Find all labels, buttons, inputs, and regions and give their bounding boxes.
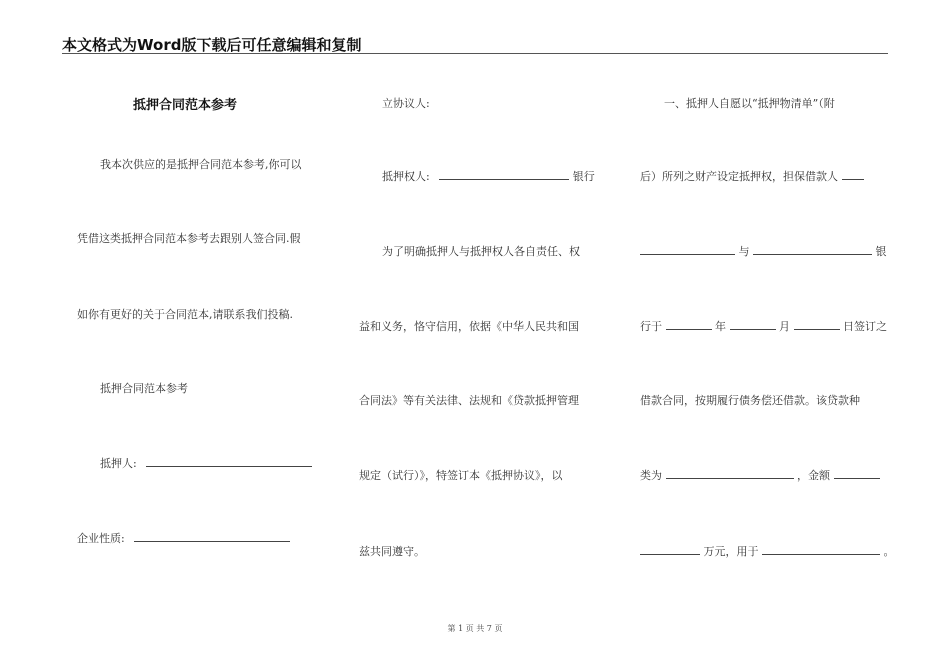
- and-text: 与: [738, 245, 750, 258]
- month-blank[interactable]: [730, 319, 776, 330]
- borrower-name-blank[interactable]: [640, 244, 735, 255]
- mortgagee-row: [382, 168, 595, 184]
- year-label: 年: [715, 320, 726, 333]
- lender-blank[interactable]: [753, 244, 872, 255]
- clause-1-line-5: 借款合同，按期履行债务偿还借款。该贷款种: [640, 394, 860, 407]
- purpose-line-1: 为了明确抵押人与抵押权人各自责任、权: [382, 245, 580, 258]
- mortgagee-label: 抵押权人:: [382, 170, 430, 183]
- purpose-line-3: 合同法》等有关法律、法规和《贷款抵押管理: [359, 394, 579, 407]
- intro-line-2: 凭借这类抵押合同范本参考去跟别人签合同.假: [77, 232, 301, 245]
- day-blank[interactable]: [794, 319, 840, 330]
- usage-blank[interactable]: [762, 544, 880, 555]
- clause-1-line-7: [640, 543, 895, 559]
- period-mark: 。: [883, 545, 895, 558]
- amount-value-blank[interactable]: [640, 544, 700, 555]
- year-blank[interactable]: [666, 319, 712, 330]
- loan-type-label: 类为: [640, 469, 662, 482]
- day-suffix: 日签订之: [843, 320, 887, 333]
- purpose-line-5: 兹共同遵守。: [359, 545, 425, 558]
- intro-line-3: 如你有更好的关于合同范本,请联系我们投稿.: [77, 308, 293, 321]
- amount-blank[interactable]: [834, 468, 880, 479]
- clause-1-line-3: [640, 243, 887, 259]
- loan-type-blank[interactable]: [666, 468, 794, 479]
- enterprise-row: [77, 530, 290, 546]
- header-divider: [62, 53, 888, 54]
- amount-label: ，金额: [797, 469, 830, 482]
- mortgagor-row: [100, 455, 312, 471]
- document-header: 本文格式为Word版下载后可任意编辑和复制: [62, 36, 362, 54]
- clause-1-line-6: [640, 467, 880, 483]
- date-prefix: 行于: [640, 320, 662, 333]
- page-number: 第 1 页 共 7 页: [447, 624, 503, 633]
- borrower-blank[interactable]: [842, 169, 864, 180]
- bank-char: 银: [875, 245, 887, 258]
- clause-1-line-2-text: 后）所列之财产设定抵押权，担保借款人: [640, 170, 838, 183]
- usage-label: 万元，用于: [703, 545, 759, 558]
- month-label: 月: [779, 320, 790, 333]
- parties-label: 立协议人:: [382, 97, 430, 110]
- clause-1-line-1: 一、抵押人自愿以“抵押物清单”（附: [664, 97, 835, 110]
- bank-label: 银行: [572, 170, 595, 183]
- mortgagor-label: 抵押人:: [100, 457, 137, 470]
- document-title: 抵押合同范本参考: [133, 98, 238, 113]
- enterprise-label: 企业性质:: [77, 532, 125, 545]
- clause-1-line-4: [640, 318, 887, 334]
- mortgagee-blank[interactable]: [439, 169, 569, 180]
- purpose-line-4: 规定（试行）》，特签订本《抵押协议》，以: [359, 469, 563, 482]
- enterprise-blank[interactable]: [134, 531, 290, 542]
- clause-1-line-2: [640, 168, 864, 184]
- mortgagor-blank[interactable]: [146, 456, 312, 467]
- intro-line-1: 我本次供应的是抵押合同范本参考,你可以: [100, 158, 302, 171]
- purpose-line-2: 益和义务，恪守信用，依据《中华人民共和国: [359, 320, 579, 333]
- section-subtitle: 抵押合同范本参考: [100, 382, 188, 395]
